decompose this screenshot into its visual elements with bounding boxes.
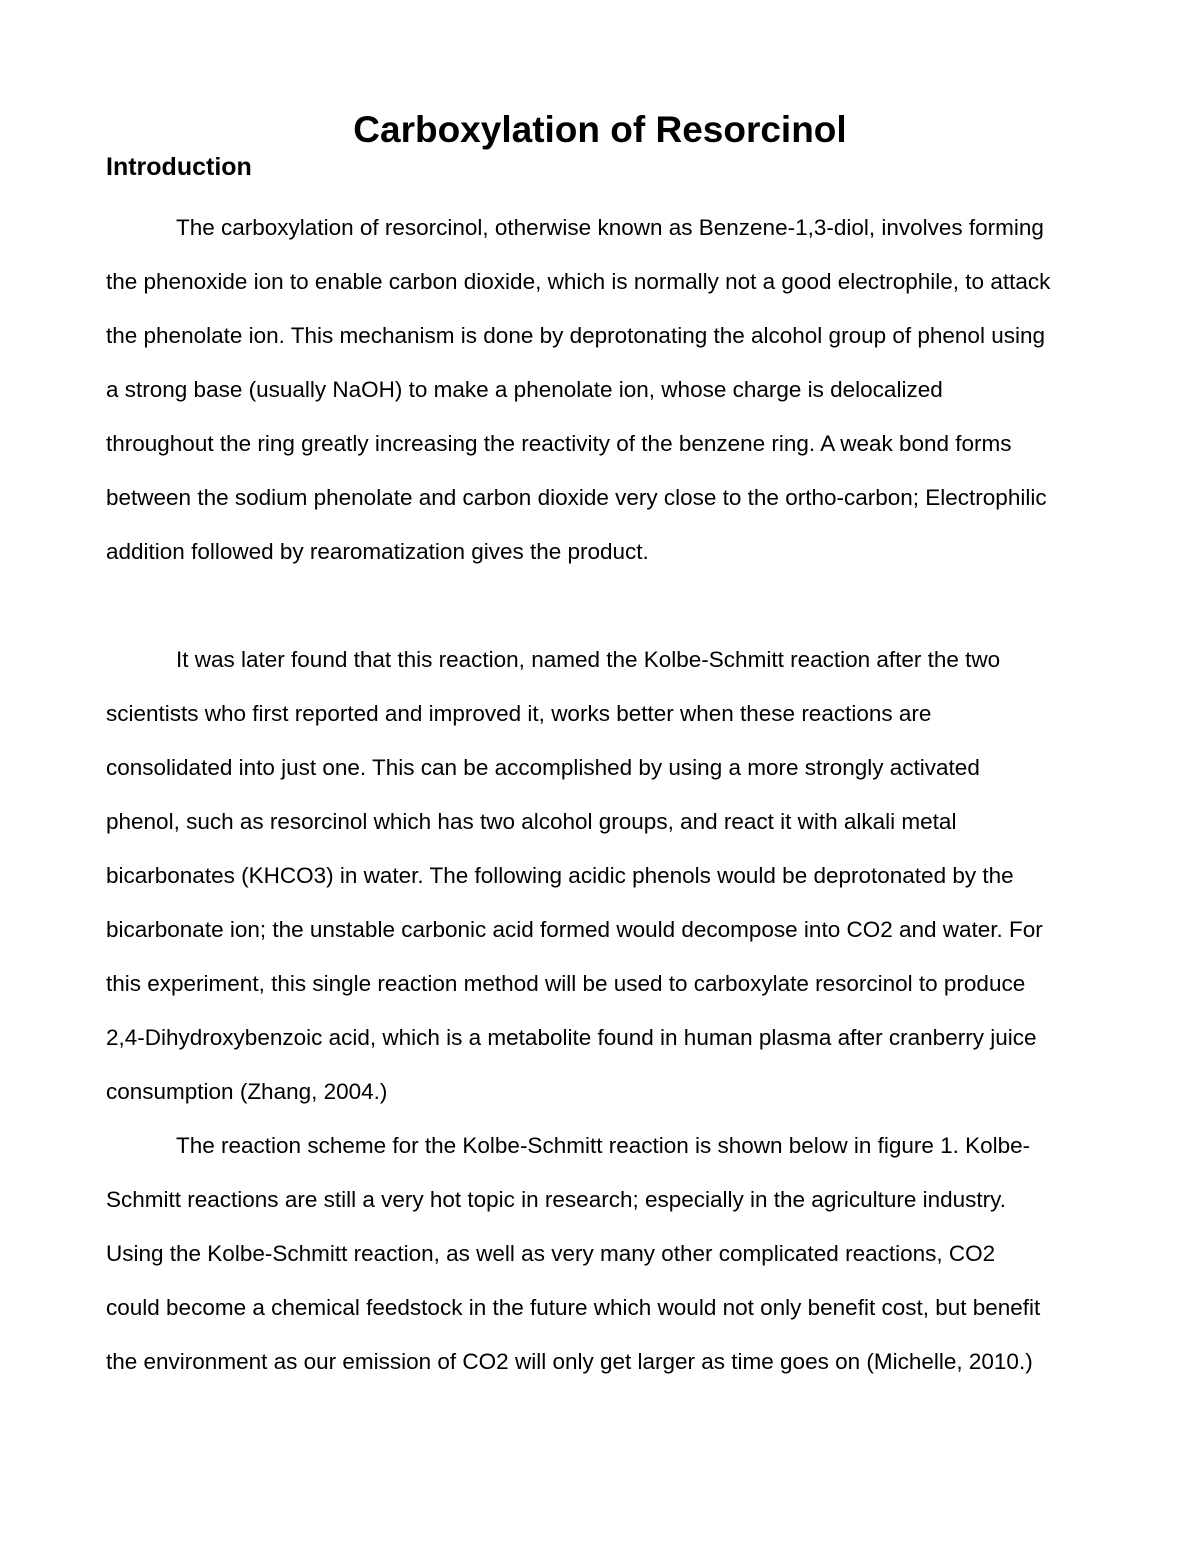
paragraph-3-line-1: The reaction scheme for the Kolbe-Schmitt reaction is shown below in figure 1. Kolbe- <box>176 1133 1031 1158</box>
paragraph-2-line-6: bicarbonate ion; the unstable carbonic acid formed would decompose into CO2 and water. For <box>106 917 1043 942</box>
paragraph-1-line-7: addition followed by rearomatization gives the product. <box>106 539 649 564</box>
paragraph-2-line-2: scientists who first reported and improved it, works better when these reactions are <box>106 701 932 726</box>
paragraph-3-line-4: could become a chemical feedstock in the future which would not only benefit cost, but benefit <box>106 1295 1041 1320</box>
paragraph-2-line-4: phenol, such as resorcinol which has two alcohol groups, and react it with alkali metal <box>106 809 957 834</box>
section-heading-introduction: Introduction <box>106 153 252 181</box>
paragraph-1-line-2: the phenoxide ion to enable carbon dioxide, which is normally not a good electrophile, to attack <box>106 269 1051 294</box>
paragraph-1-line-3: the phenolate ion. This mechanism is done by deprotonating the alcohol group of phenol using <box>106 323 1045 348</box>
document-title: Carboxylation of Resorcinol <box>353 109 847 150</box>
paragraph-2-line-3: consolidated into just one. This can be accomplished by using a more strongly activated <box>106 755 980 780</box>
paragraph-2-line-5: bicarbonates (KHCO3) in water. The following acidic phenols would be deprotonated by the <box>106 863 1014 888</box>
paragraph-2-line-7: this experiment, this single reaction method will be used to carboxylate resorcinol to produce <box>106 971 1026 996</box>
paragraph-3-line-5: the environment as our emission of CO2 will only get larger as time goes on (Michelle, 2010.) <box>106 1349 1033 1374</box>
paragraph-1-line-5: throughout the ring greatly increasing the reactivity of the benzene ring. A weak bond forms <box>106 431 1012 456</box>
paragraph-1-line-4: a strong base (usually NaOH) to make a phenolate ion, whose charge is delocalized <box>106 377 943 402</box>
paragraph-1-line-6: between the sodium phenolate and carbon dioxide very close to the ortho-carbon; Electrophilic <box>106 485 1047 510</box>
paragraph-3-line-2: Schmitt reactions are still a very hot topic in research; especially in the agriculture industry. <box>106 1187 1006 1212</box>
paragraph-1-line-1: The carboxylation of resorcinol, otherwise known as Benzene-1,3-diol, involves forming <box>176 215 1044 240</box>
paragraph-2-line-1: It was later found that this reaction, named the Kolbe-Schmitt reaction after the two <box>176 647 1001 672</box>
paragraph-3-line-3: Using the Kolbe-Schmitt reaction, as well as very many other complicated reactions, CO2 <box>106 1241 996 1266</box>
paragraph-2-line-8: 2,4-Dihydroxybenzoic acid, which is a metabolite found in human plasma after cranberry juice <box>106 1025 1037 1050</box>
paragraph-2-line-9: consumption (Zhang, 2004.) <box>106 1079 388 1104</box>
